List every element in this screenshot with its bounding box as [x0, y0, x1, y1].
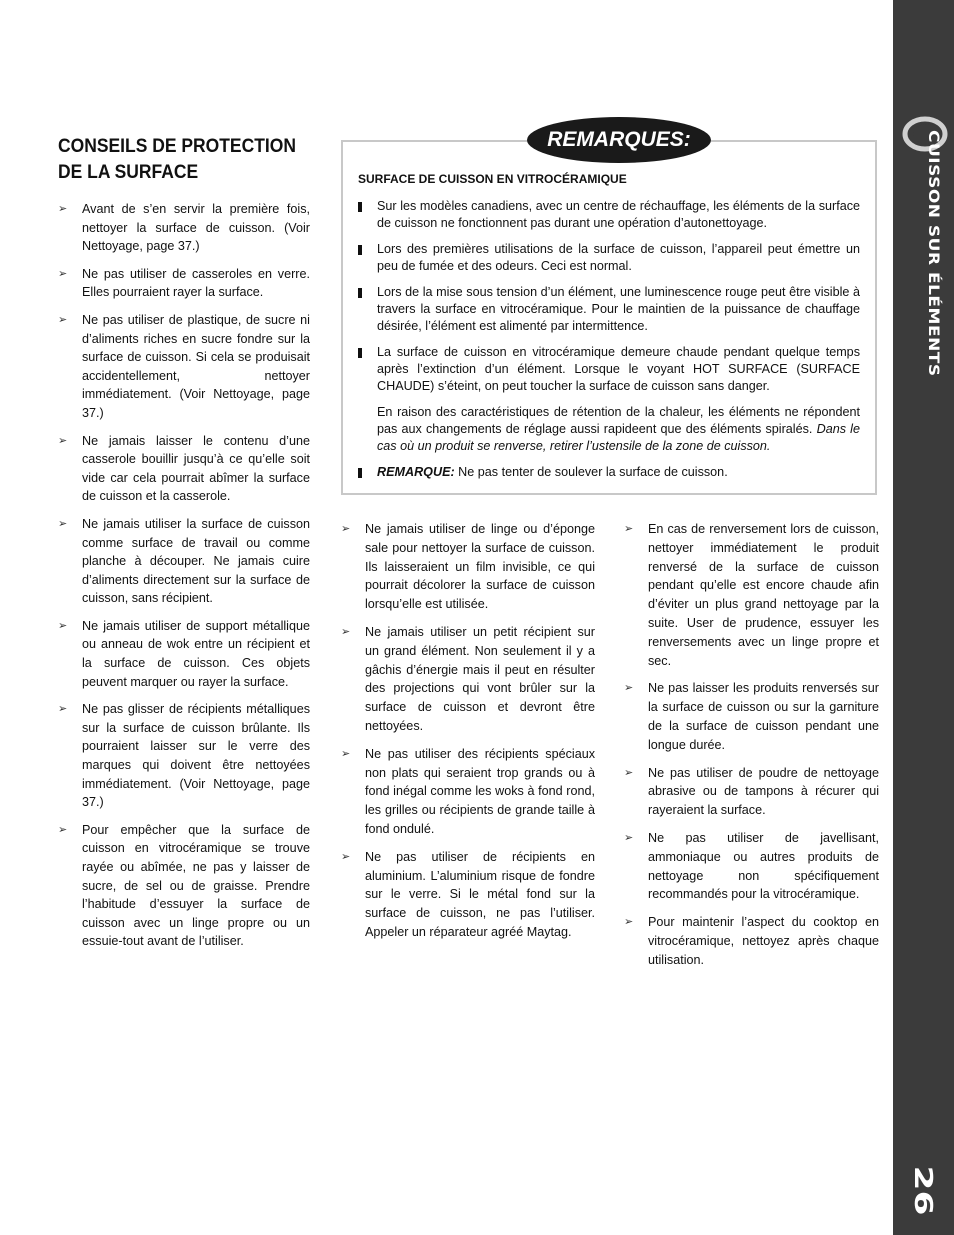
page-heading: CONSEILS DE PROTECTION DE LA SURFACE — [58, 136, 296, 183]
square-bullet-icon — [358, 468, 362, 478]
arrow-bullet-icon: ➢ — [58, 517, 68, 530]
remarques-title: REMARQUES: — [527, 117, 711, 163]
left-column — [58, 134, 310, 960]
arrow-bullet-icon: ➢ — [341, 747, 351, 760]
arrow-bullet-icon: ➢ — [624, 831, 634, 844]
arrow-bullet-icon: ➢ — [58, 823, 68, 836]
arrow-bullet-icon: ➢ — [58, 313, 68, 326]
list-item: ➢ Ne pas utiliser de casseroles en verre. Elles pourraient rayer la surface. — [58, 266, 310, 300]
arrow-bullet-icon: ➢ — [58, 619, 68, 632]
list-item: ➢ Ne jamais laisser le contenu d’une casserole bouillir jusqu’à ce qu’elle soit vide car cela pourrait abîmer la surface de cuisson et la casserole. — [58, 433, 310, 504]
section-sidebar — [893, 0, 954, 1235]
list-item: ➢ Pour maintenir l’aspect du cooktop en vitrocéramique, nettoyez après chaque utilisation. — [624, 915, 879, 967]
protection-list — [58, 200, 310, 951]
remarques-list — [356, 198, 860, 490]
list-item: Lors de la mise sous tension d’un élément, une luminescence rouge peut être visible à travers la surface en vitrocéramique. Pour le maintien de la puissance de chauffage désirée, l’élément est alimenté par intermittence. — [356, 284, 860, 335]
list-item: REMARQUE: Ne pas tenter de soulever la surface de cuisson. — [356, 464, 860, 481]
cleaning-list-middle — [341, 520, 595, 942]
list-item: ➢ Avant de s’en servir la première fois, nettoyer la surface de cuisson. (Voir Nettoyage, page 37.) — [58, 202, 310, 254]
list-item: ➢ Ne pas utiliser de plastique, de sucre ni d’aliments riches en sucre fondre sur la surface de cuisson. Si cela se produisait accidentellement, nettoyer immédiatement. (Voir Nettoyage, page 37.) — [58, 312, 310, 420]
arrow-bullet-icon: ➢ — [58, 434, 68, 447]
list-item: Sur les modèles canadiens, avec un centre de réchauffage, les éléments de la surface de cuisson ne fonctionnent pas durant une opération d’autonettoyage. — [356, 198, 860, 232]
list-item: ➢ Ne pas utiliser de poudre de nettoyage abrasive ou de tampons à récurer qui rayeraient la surface. — [624, 765, 879, 818]
list-item: En raison des caractéristiques de rétention de la chaleur, les éléments ne répondent pas aux changements de réglage aussi rapideent que des éléments spiralés. Dans le cas où un produit se renverse, retirer l’ustensile de la zone de cuisson. — [377, 405, 860, 453]
square-bullet-icon — [358, 245, 362, 255]
list-item: ➢ En cas de renversement lors de cuisson, nettoyer immédiatement le produit renversé de la surface de cuisson pendant qu’elle est encore chaude afin d’éviter un plus grand nettoyage par la suite. User de prudence, essuyer les renversements avec un linge propre et sec. — [624, 522, 879, 668]
square-bullet-icon — [358, 288, 362, 298]
square-bullet-icon — [358, 202, 362, 212]
arrow-bullet-icon: ➢ — [624, 916, 634, 929]
list-item: ➢ Ne jamais utiliser la surface de cuisson comme surface de travail ou comme planche à découper. Ne jamais cuire d’aliments directement sur la surface de cuisson, sans récipient. — [58, 516, 310, 606]
arrow-bullet-icon: ➢ — [624, 766, 634, 779]
middle-column — [341, 520, 595, 951]
remarques-subtitle: SURFACE DE CUISSON EN VITROCÉRAMIQUE — [358, 172, 627, 186]
arrow-bullet-icon: ➢ — [58, 703, 68, 716]
right-column — [624, 520, 879, 979]
list-item: Lors des premières utilisations de la surface de cuisson, l’appareil peut émettre un peu de fumée et des odeurs. Ceci est normal. — [356, 241, 860, 275]
list-item: ➢ Ne pas utiliser de javellisant, ammoniaque ou autres produits de nettoyage non spécifiquement recommandés pour la vitrocéramique. — [624, 830, 879, 902]
square-bullet-icon — [358, 348, 362, 358]
arrow-bullet-icon: ➢ — [624, 523, 634, 535]
list-item: ➢ Ne pas utiliser des récipients spéciaux non plats qui seraient trop grands ou à fond inégal comme les woks à fond rond, les grilles ou récipients de grande taille à fond ondulé. — [341, 746, 595, 836]
list-item: ➢ Ne pas laisser les produits renversés sur la surface de cuisson ou sur la garniture de la surface de cuisson pendant une longue durée. — [624, 681, 879, 752]
list-item: ➢ Pour empêcher que la surface de cuisson en vitrocéramique se trouve rayée ou abîmée, ne pas y laisser de sucre, de sel ou de graisse. Prendre l’habitude d’essuyer la surface de cuisson avec un linge propre ou un essuie-tout avant de l’utiliser. — [58, 822, 310, 949]
arrow-bullet-icon: ➢ — [624, 682, 634, 695]
arrow-bullet-icon: ➢ — [341, 850, 351, 863]
arrow-bullet-icon: ➢ — [341, 523, 351, 535]
cleaning-list-right — [624, 520, 879, 970]
list-item: ➢ Ne pas utiliser de récipients en aluminium. L’aluminium risque de fondre sur le verre. Si le métal fond sur la surface de cuisson, ne pas l’utiliser. Appeler un réparateur agréé Maytag. — [341, 849, 595, 939]
arrow-bullet-icon: ➢ — [58, 203, 68, 215]
list-item: ➢ Ne pas glisser de récipients métalliques sur la surface de cuisson brûlante. Ils pourraient laisser sur le verre des marques qui doivent être nettoyées immédiatement. (Voir Nettoyage, page 37.) — [58, 702, 310, 810]
list-item: ➢ Ne jamais utiliser de linge ou d’éponge sale pour nettoyer la surface de cuisson. Ils laisseraient un film invisible, ce qui pourrait décolorer la surface de cuisson lorsqu’elle est utilisée. — [341, 522, 595, 612]
arrow-bullet-icon: ➢ — [58, 267, 68, 280]
list-item: ➢ Ne jamais utiliser de support métallique ou anneau de wok entre un récipient et la surface de cuisson. Ces objets peuvent marquer ou rayer la surface. — [58, 618, 310, 689]
page-number: 26 — [909, 1165, 938, 1216]
list-item: La surface de cuisson en vitrocéramique demeure chaude pendant quelque temps après l’extinction d’un élément. Lorsque le voyant HOT SURFACE (SURFACE CHAUDE) s’éteint, on peut toucher la surface de cuisson sans danger. — [356, 344, 860, 395]
section-title: CUISSON SUR ÉLÉMENTS — [924, 130, 942, 377]
arrow-bullet-icon: ➢ — [341, 625, 351, 638]
list-item: ➢ Ne jamais utiliser un petit récipient sur un grand élément. Non seulement il y a gâchis d’énergie mais il peut en résulter des projections qui vont brûler sur la surface de cuisson et devront être nettoyées. — [341, 624, 595, 733]
